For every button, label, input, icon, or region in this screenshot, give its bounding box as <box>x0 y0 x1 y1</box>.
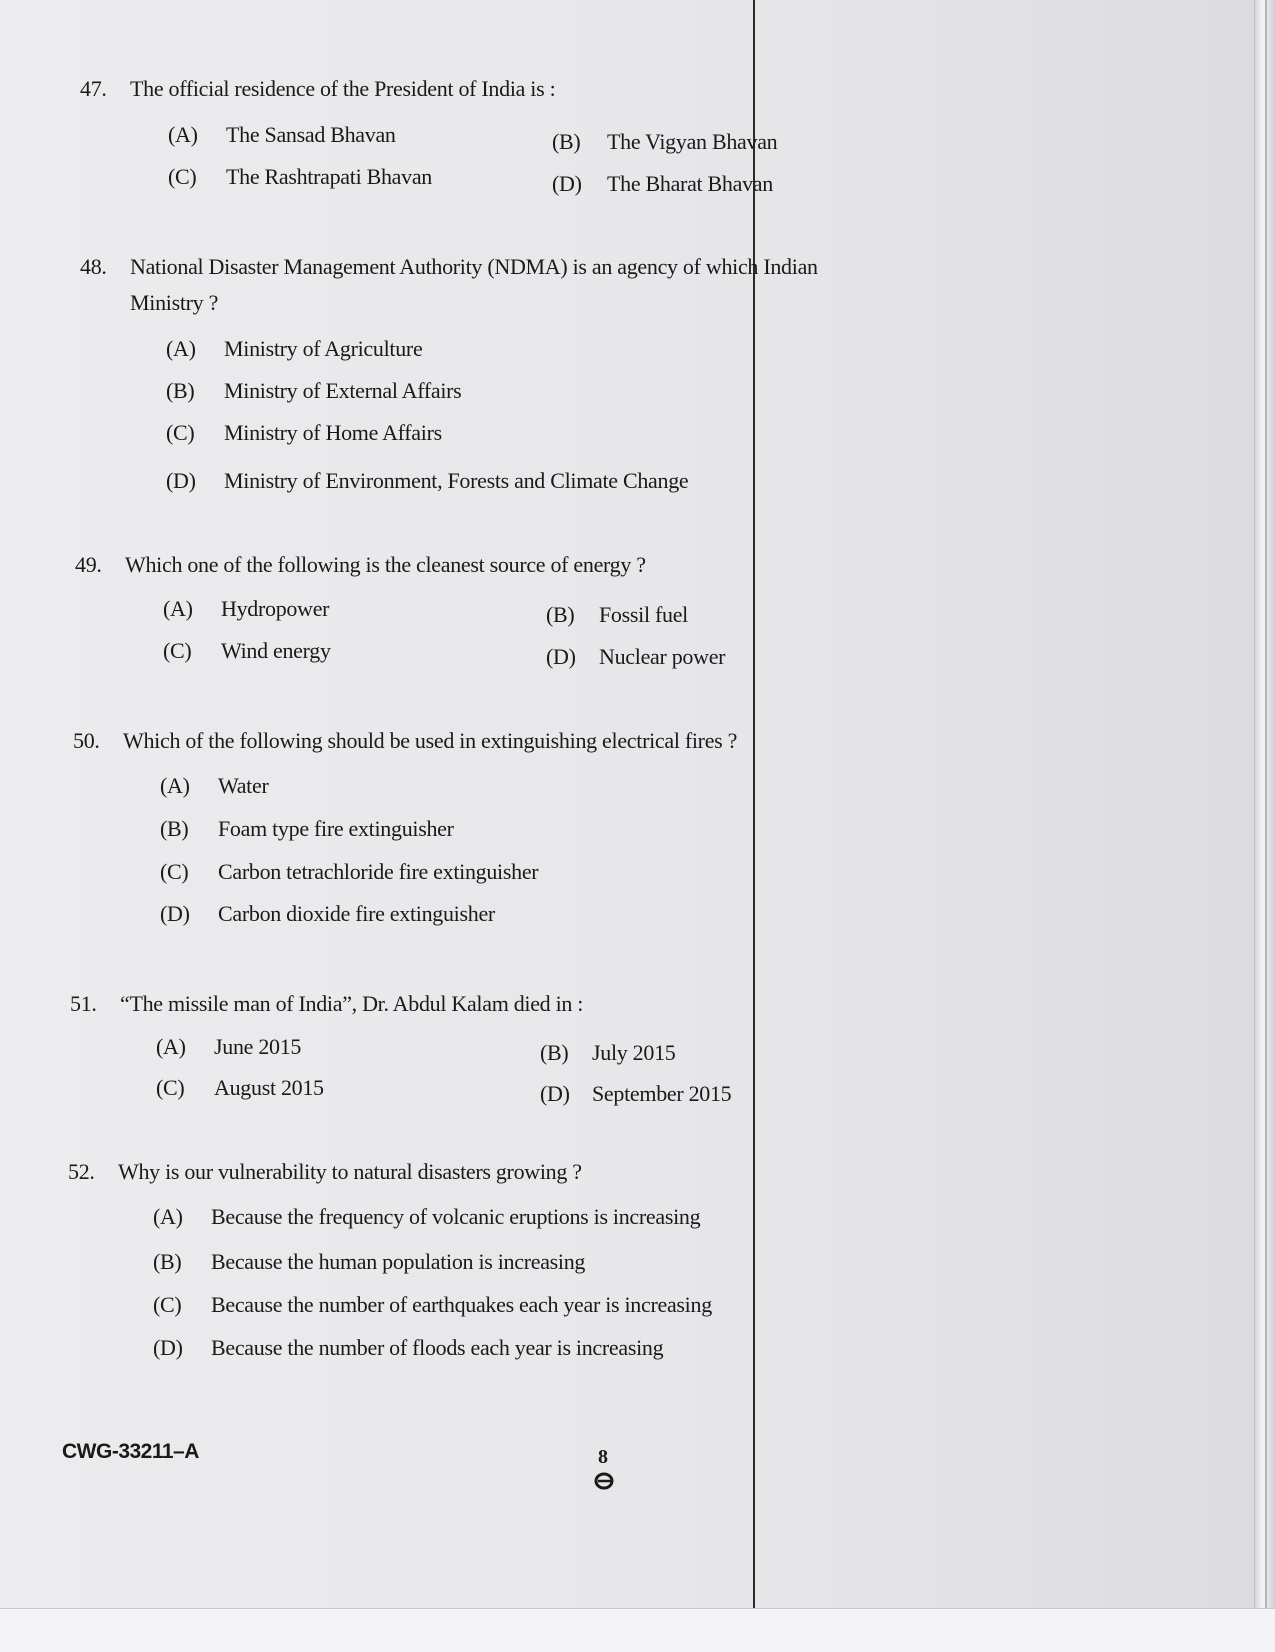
option-text: Foam type fire extinguisher <box>218 816 454 841</box>
question-stem-line2: Ministry ? <box>130 290 219 315</box>
option-letter: (A) <box>153 1204 183 1229</box>
option-text: Ministry of Agriculture <box>224 336 423 361</box>
option-letter: (B) <box>166 378 195 403</box>
option-letter: (B) <box>546 602 575 627</box>
fold-line <box>753 0 755 1610</box>
option-letter: (A) <box>160 773 190 798</box>
option-letter: (C) <box>166 420 195 445</box>
option-text: Because the human population is increasing <box>211 1249 586 1274</box>
option-letter: (A) <box>166 336 196 361</box>
option-47-a[interactable] <box>168 121 396 149</box>
option-letter: (B) <box>540 1040 569 1065</box>
option-text: Ministry of Environment, Forests and Climate Change <box>224 468 689 493</box>
option-text: June 2015 <box>214 1034 302 1059</box>
question-stem: “The missile man of India”, Dr. Abdul Kalam died in : <box>120 991 584 1016</box>
option-letter: (D) <box>166 468 196 493</box>
option-text: Fossil fuel <box>599 602 688 627</box>
paper-edge-line <box>1265 0 1267 1620</box>
option-text: Wind energy <box>221 638 331 663</box>
page-number: 8 <box>598 1446 608 1468</box>
option-letter: (B) <box>160 816 189 841</box>
option-50-c[interactable] <box>160 858 538 886</box>
option-text: July 2015 <box>592 1040 676 1065</box>
option-text: Hydropower <box>221 596 330 621</box>
question-48 <box>80 253 818 281</box>
option-47-c[interactable] <box>168 163 432 191</box>
option-47-b[interactable] <box>552 128 777 156</box>
question-51 <box>70 990 583 1018</box>
option-letter: (B) <box>552 129 581 154</box>
option-text: Because the frequency of volcanic eruptions is increasing <box>211 1204 701 1229</box>
option-47-d[interactable] <box>552 170 773 198</box>
option-51-c[interactable] <box>156 1074 324 1102</box>
option-letter: (B) <box>153 1249 182 1274</box>
option-text: Because the number of earthquakes each year is increasing <box>211 1292 712 1317</box>
option-letter: (D) <box>160 901 190 926</box>
question-stem: The official residence of the President of India is : <box>130 76 556 101</box>
option-letter: (D) <box>546 644 576 669</box>
option-48-c[interactable] <box>166 419 442 447</box>
option-text: Carbon dioxide fire extinguisher <box>218 901 495 926</box>
option-letter: (C) <box>153 1292 182 1317</box>
option-letter: (A) <box>163 596 193 621</box>
question-50 <box>73 727 737 755</box>
option-letter: (A) <box>168 122 198 147</box>
option-letter: (C) <box>156 1075 185 1100</box>
option-49-c[interactable] <box>163 637 331 665</box>
question-stem: Which one of the following is the cleanest source of energy ? <box>125 552 646 577</box>
option-51-d[interactable] <box>540 1080 731 1108</box>
option-48-d[interactable] <box>166 467 688 495</box>
question-stem: National Disaster Management Authority (NDMA) is an agency of which Indian <box>130 254 818 279</box>
option-text: August 2015 <box>214 1075 324 1100</box>
option-text: Ministry of Home Affairs <box>224 420 442 445</box>
question-number: 48. <box>80 254 107 279</box>
option-text: Nuclear power <box>599 644 726 669</box>
option-letter: (C) <box>163 638 192 663</box>
question-number: 50. <box>73 728 100 753</box>
option-letter: (D) <box>540 1081 570 1106</box>
option-49-b[interactable] <box>546 601 688 629</box>
bottom-margin <box>0 1608 1275 1652</box>
option-50-a[interactable] <box>160 772 268 800</box>
option-text: The Sansad Bhavan <box>226 122 396 147</box>
question-number: 51. <box>70 991 97 1016</box>
option-52-a[interactable] <box>153 1203 700 1231</box>
option-51-a[interactable] <box>156 1033 301 1061</box>
option-text: The Rashtrapati Bhavan <box>226 164 432 189</box>
option-text: The Bharat Bhavan <box>607 171 773 196</box>
option-letter: (A) <box>156 1034 186 1059</box>
option-text: Water <box>218 773 269 798</box>
question-48-continued <box>130 289 218 317</box>
option-52-c[interactable] <box>153 1291 712 1319</box>
option-text: September 2015 <box>592 1081 732 1106</box>
option-49-d[interactable] <box>546 643 725 671</box>
option-51-b[interactable] <box>540 1039 675 1067</box>
question-stem: Which of the following should be used in extinguishing electrical fires ? <box>123 728 738 753</box>
option-text: The Vigyan Bhavan <box>607 129 778 154</box>
question-52 <box>68 1158 582 1186</box>
page-mark-icon <box>594 1471 616 1491</box>
option-letter: (D) <box>153 1335 183 1360</box>
question-number: 52. <box>68 1159 95 1184</box>
option-letter: (C) <box>160 859 189 884</box>
option-text: Carbon tetrachloride fire extinguisher <box>218 859 539 884</box>
option-letter: (C) <box>168 164 197 189</box>
option-50-b[interactable] <box>160 815 454 843</box>
booklet-code: CWG-33211–A <box>62 1440 199 1463</box>
question-number: 49. <box>75 552 102 577</box>
option-48-a[interactable] <box>166 335 422 363</box>
option-52-b[interactable] <box>153 1248 585 1276</box>
option-49-a[interactable] <box>163 595 329 623</box>
option-text: Because the number of floods each year is increasing <box>211 1335 664 1360</box>
option-letter: (D) <box>552 171 582 196</box>
question-stem: Why is our vulnerability to natural disasters growing ? <box>118 1159 582 1184</box>
option-50-d[interactable] <box>160 900 495 928</box>
question-47 <box>80 75 555 103</box>
option-52-d[interactable] <box>153 1334 663 1362</box>
option-text: Ministry of External Affairs <box>224 378 462 403</box>
question-49 <box>75 551 646 579</box>
question-number: 47. <box>80 76 107 101</box>
option-48-b[interactable] <box>166 377 461 405</box>
